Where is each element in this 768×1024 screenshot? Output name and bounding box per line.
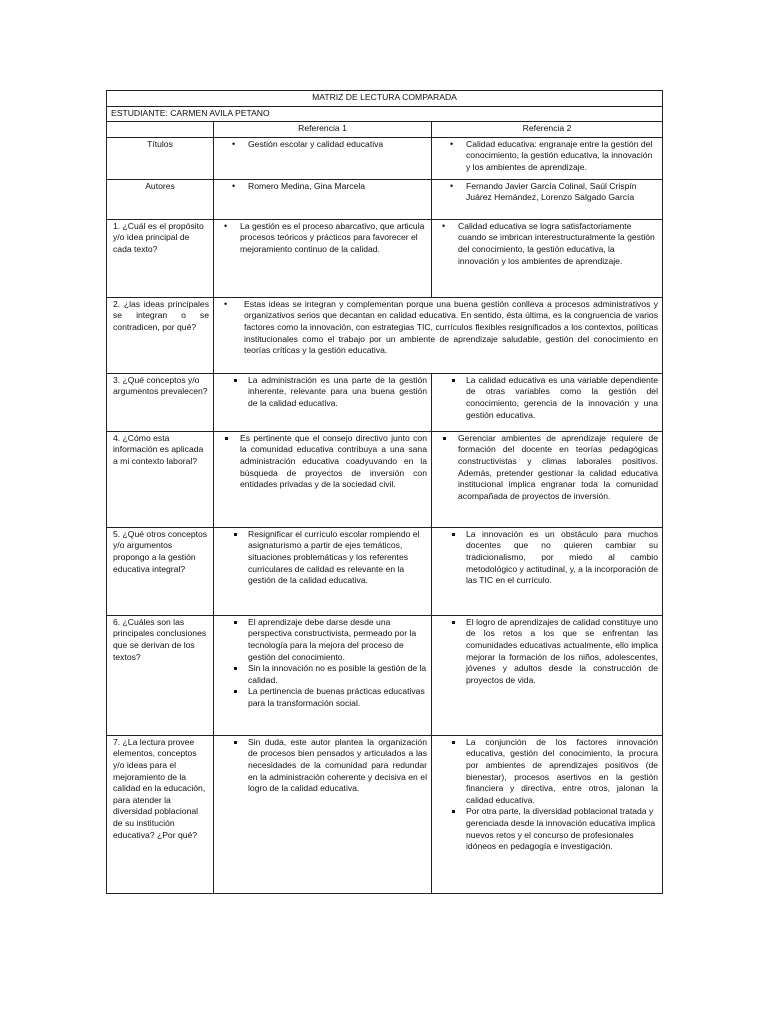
bullet-item: Es pertinente que el consejo directivo junto con la comunidad educativa contribuya a una sana administración educativa coadyuvando en la búsqueda de proyectos de inversión con entidades privadas y de la sociedad civil. — [218, 433, 427, 491]
bullet-item: • Estas ideas se integran y complementan porque una buena gestión conlleva a procesos administrativos y organizativos serios que decantan en calidad educativa. En sentido, ésta última, es la congruencia de varios factores como la innovación, con estrategias TIC, currículos flexibles resignificados a los contextos, políticas institucionales como el trabajo por un ambiente de aprendizaje saludable, gestión del conocimiento en teorías críticas y la gestión educativa. — [218, 299, 658, 357]
row-label-autores: Autores — [107, 179, 214, 219]
q4-ref2-cell — [432, 431, 663, 527]
q4-ref1-cell — [214, 431, 432, 527]
bullet-item: Sin la innovación no es posible la gestión de la calidad. — [218, 663, 427, 686]
titulos-ref1-cell — [214, 137, 432, 179]
q1-ref1-cell — [214, 219, 432, 297]
header-empty-cell — [107, 122, 214, 138]
row-q2 — [107, 297, 663, 373]
bullet-item: Por otra parte, la diversidad poblacional tratada y gerenciada desde la innovación educativa implica nuevos retos y el concurso de profesionales idóneos en pedagogía e investigación. — [436, 806, 658, 852]
row-label-q3: 3. ¿Qué conceptos y/o argumentos prevalecen? — [107, 373, 214, 431]
q3-ref1-cell — [214, 373, 432, 431]
q5-ref1-cell — [214, 527, 432, 615]
bullet-item: Gerenciar ambientes de aprendizaje requiere de formación del docente en teorías pedagógicas constructivistas y climas laborales positivos. Además, pretender gestionar la calidad educativa institucional implica engranar toda la comunidad acompañada de proyectos de inversión. — [436, 433, 658, 503]
row-label-q2: 2. ¿las ideas principales se integran o se contradicen, por qué? — [107, 297, 214, 373]
row-q5 — [107, 527, 663, 615]
bullet-item: La innovación es un obstáculo para muchos docentes que no quieren cambiar su tradicionalismo, por miedo al cambio metodológico y actitudinal, y, a la incorporación de las TIC en el currículo. — [436, 529, 658, 587]
bullet-item: Sin duda, este autor plantea la organización de procesos bien pensados y articulados a las necesidades de la comunidad para redundar en la administración coherente y decisiva en el logro de la calidad educativa. — [218, 737, 427, 795]
bullet-item: La calidad educativa es una variable dependiente de otras variables como la gestión del conocimiento, gerencia de la innovación y una gestión educativa. — [436, 375, 658, 421]
q5-ref2-cell — [432, 527, 663, 615]
q3-ref2-cell — [432, 373, 663, 431]
header-reference-2: Referencia 2 — [432, 122, 663, 138]
bullet-item: • Calidad educativa: engranaje entre la gestión del conocimiento, la gestión educativa, la innovación y los ambientes de aprendizaje. — [436, 139, 658, 174]
bullet-item: El aprendizaje debe darse desde una perspectiva constructivista, permeado por la tecnología para la mejora del proceso de gestión del conocimiento. — [218, 617, 427, 663]
row-q6 — [107, 615, 663, 735]
autores-ref1-cell — [214, 179, 432, 219]
row-label-q4: 4. ¿Cómo esta información es aplicada a mi contexto laboral? — [107, 431, 214, 527]
bullet-item: Resignificar el currículo escolar rompiendo el asignaturismo a partir de ejes temáticos, situaciones problemáticas y los referentes curriculares de calidad es relevante en la gestión de la calidad educativa. — [218, 529, 427, 587]
bullet-item: • Fernando Javier García Colinal, Saúl Crispín Juárez Hernández, Lorenzo Salgado García — [436, 181, 658, 204]
row-q7 — [107, 735, 663, 893]
q2-combined-cell — [214, 297, 663, 373]
bullet-item: La pertinencia de buenas prácticas educativas para la transformación social. — [218, 686, 427, 709]
q7-ref1-cell — [214, 735, 432, 893]
row-q1 — [107, 219, 663, 297]
q6-ref2-cell — [432, 615, 663, 735]
q7-ref2-cell — [432, 735, 663, 893]
matrix-table — [106, 90, 663, 894]
matrix-title: MATRIZ DE LECTURA COMPARADA — [107, 91, 663, 107]
row-label-q7: 7. ¿La lectura provee elementos, conceptos y/o ideas para el mejoramiento de la calidad en la educación, para atender la diversidad poblacional de su institución educativa? ¿Por qué? — [107, 735, 214, 893]
bullet-item: • Gestión escolar y calidad educativa — [218, 139, 427, 151]
titulos-ref2-cell — [432, 137, 663, 179]
comparative-reading-matrix — [106, 90, 662, 894]
bullet-item: La conjunción de los factores innovación educativa, gestión del conocimiento, la procura por ambientes de aprendizajes positivos (de bienestar), procesos asertivos en la gestión financiera y directiva, entre otros, jalonan la calidad educativa. — [436, 737, 658, 807]
bullet-item: • La gestión es el proceso abarcativo, que articula procesos teóricos y prácticos para favorecer el mejoramiento continuo de la calidad. — [218, 221, 427, 256]
bullet-item: • Romero Medina, Gina Marcela — [218, 181, 427, 193]
header-reference-1: Referencia 1 — [214, 122, 432, 138]
row-label-q1: 1. ¿Cuál es el propósito y/o idea principal de cada texto? — [107, 219, 214, 297]
row-label-q6: 6. ¿Cuáles son las principales conclusiones que se derivan de los textos? — [107, 615, 214, 735]
q1-ref2-cell — [432, 219, 663, 297]
q6-ref1-cell — [214, 615, 432, 735]
bullet-item: La administración es una parte de la gestión inherente, relevante para una buena gestión de la calidad educativa. — [218, 375, 427, 410]
row-q3 — [107, 373, 663, 431]
row-autores — [107, 179, 663, 219]
bullet-item: • Calidad educativa se logra satisfactoriamente cuando se imbrican interestructuralmente la gestión del conocimiento, la gestión educativa, la innovación y los ambientes de aprendizaje. — [436, 221, 658, 267]
bullet-item: El logro de aprendizajes de calidad constituye uno de los retos a los que se enfrentan las comunidades educativas actualmente, ello implica mejorar la formación de los niños, adolescentes, jóvenes y adultos desde la construcción de proyectos de vida. — [436, 617, 658, 687]
autores-ref2-cell — [432, 179, 663, 219]
row-label-q5: 5. ¿Qué otros conceptos y/o argumentos propongo a la gestión educativa integral? — [107, 527, 214, 615]
row-label-titulos: Títulos — [107, 137, 214, 179]
row-q4 — [107, 431, 663, 527]
student-name: ESTUDIANTE: CARMEN AVILA PETANO — [107, 106, 663, 122]
row-titulos — [107, 137, 663, 179]
